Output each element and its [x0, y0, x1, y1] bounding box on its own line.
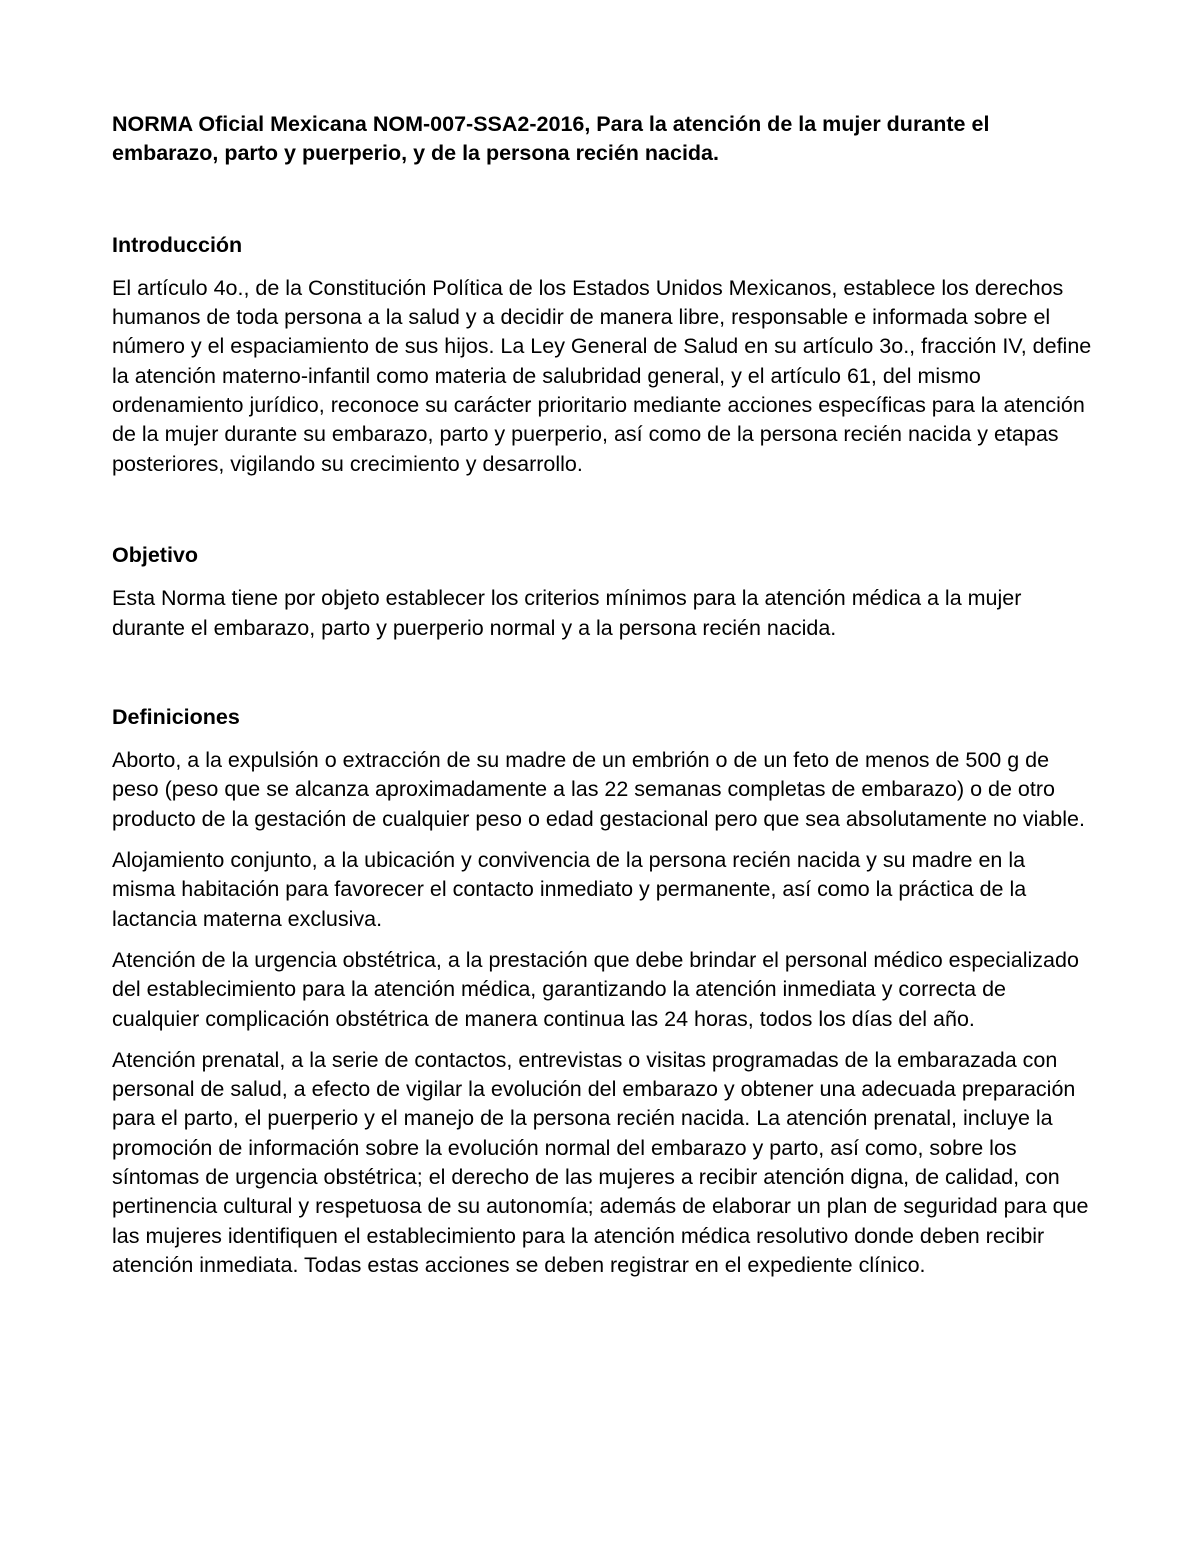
document-page	[112, 110, 1092, 1280]
section-heading-introduccion: Introducción	[112, 232, 243, 257]
section-paragraph-objetivo: Esta Norma tiene por objeto establecer los criterios mínimos para la atención médica a la mujer durante el embarazo, parto y puerperio normal y a la persona recién nacida.	[112, 586, 1022, 640]
definition-atencion-urgencia-obstetrica: Atención de la urgencia obstétrica, a la prestación que debe brindar el personal médico especializado del establecimiento para la atención médica, garantizando la atención inmediata y correcta de cualquier complicación obstétrica de manera continua las 24 horas, todos los días del año.	[112, 947, 1079, 1031]
section-heading-definiciones: Definiciones	[112, 704, 240, 729]
section-paragraph-introduccion: El artículo 4o., de la Constitución Política de los Estados Unidos Mexicanos, establece los derechos humanos de toda persona a la salud y a decidir de manera libre, responsable e informada sobre el número y el espaciamiento de sus hijos. La Ley General de Salud en su artículo 3o., fracción IV, define la atención materno-infantil como materia de salubridad general, y el artículo 61, del mismo ordenamiento jurídico, reconoce su carácter prioritario mediante acciones específicas para la atención de la mujer durante su embarazo, parto y puerperio, así como de la persona recién nacida y etapas posteriores, vigilando su crecimiento y desarrollo.	[112, 275, 1092, 476]
section-heading-objetivo: Objetivo	[112, 542, 199, 567]
definition-alojamiento-conjunto: Alojamiento conjunto, a la ubicación y convivencia de la persona recién nacida y su madre en la misma habitación para favorecer el contacto inmediato y permanente, así como la práctica de la lactancia materna exclusiva.	[112, 848, 1027, 931]
definition-atencion-prenatal: Atención prenatal, a la serie de contactos, entrevistas o visitas programadas de la embarazada con personal de salud, a efecto de vigilar la evolución del embarazo y obtener una adecuada preparación para el parto, el puerperio y el manejo de la persona recién nacida. La atención prenatal, incluye la promoción de información sobre la evolución normal del embarazo y parto, así como, sobre los síntomas de urgencia obstétrica; el derecho de las mujeres a recibir atención digna, de calidad, con pertinencia cultural y respetuosa de su autonomía; además de elaborar un plan de seguridad para que las mujeres identifiquen el establecimiento para la atención médica resolutivo donde deben recibir atención inmediata. Todas estas acciones se deben registrar en el expediente clínico.	[112, 1047, 1089, 1277]
definition-aborto: Aborto, a la expulsión o extracción de su madre de un embrión o de un feto de menos de 500 g de peso (peso que se alcanza aproximadamente a las 22 semanas completas de embarazo) o de otro producto de la gestación de cualquier peso o edad gestacional pero que sea absolutamente no viable.	[112, 748, 1085, 831]
document-title: NORMA Oficial Mexicana NOM-007-SSA2-2016, Para la atención de la mujer durante el embarazo, parto y puerperio, y de la persona recién nacida.	[112, 112, 990, 166]
